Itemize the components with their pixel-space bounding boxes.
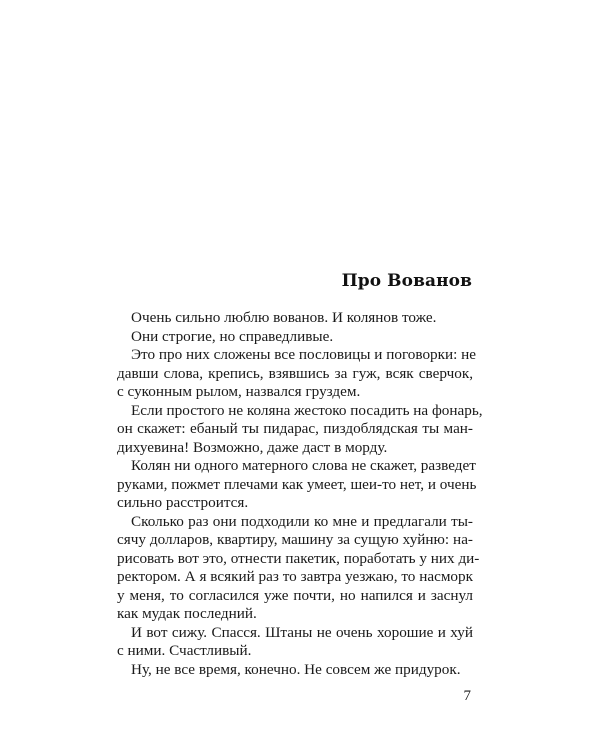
page-number: 7 bbox=[463, 688, 471, 704]
chapter-body bbox=[117, 309, 483, 679]
text-line: дихуевина! Возможно, даже даст в морду. bbox=[117, 438, 388, 456]
text-line: Это про них сложены все пословицы и поговорки: не bbox=[131, 346, 477, 363]
paragraph bbox=[117, 661, 473, 680]
text-line: с суконным рылом, назвался груздем. bbox=[117, 383, 361, 400]
text-line: как мудак последний. bbox=[117, 605, 257, 622]
chapter-title: Про Вованов bbox=[341, 271, 472, 291]
text-line: он скажет: ебаный ты пидарас, пиздоблядская ты ман- bbox=[117, 420, 473, 437]
text-line: давши слова, крепись, взявшись за гуж, всяк сверчок, bbox=[117, 364, 473, 382]
text-line: Очень сильно люблю вованов. И колянов тоже. bbox=[131, 309, 437, 326]
paragraph bbox=[117, 328, 473, 347]
paragraph bbox=[117, 512, 480, 624]
text-line: Если простого не коляна жестоко посадить на фонарь, bbox=[131, 401, 483, 419]
paragraph bbox=[117, 401, 483, 458]
paragraph bbox=[117, 346, 477, 402]
text-line: сячу долларов, квартиру, машину за сущую хуйню: на- bbox=[117, 531, 473, 548]
text-line: рисовать вот это, отнести пакетик, поработать у них ди- bbox=[117, 549, 480, 567]
text-line: Сколько раз они подходили ко мне и предлагали ты- bbox=[131, 512, 473, 530]
paragraph bbox=[117, 457, 477, 513]
text-line: у меня, то согласился уже почти, но напился и заснул bbox=[117, 586, 473, 604]
text-line: Ну, не все время, конечно. Не совсем же придурок. bbox=[131, 660, 461, 678]
text-line: сильно расстроится. bbox=[117, 494, 249, 511]
text-line: И вот сижу. Спасся. Штаны не очень хорошие и хуй bbox=[131, 623, 473, 641]
text-line: Колян ни одного матерного слова не скажет, разведет bbox=[131, 457, 476, 474]
paragraph bbox=[117, 624, 473, 661]
text-line: Они строгие, но справедливые. bbox=[131, 327, 334, 345]
paragraph bbox=[117, 309, 473, 328]
text-line: ректором. А я всякий раз то завтра уезжаю, то насморк bbox=[117, 568, 473, 585]
text-line: руками, пожмет плечами как умеет, шеи-то нет, и очень bbox=[117, 475, 477, 493]
text-line: с ними. Счастливый. bbox=[117, 642, 252, 659]
